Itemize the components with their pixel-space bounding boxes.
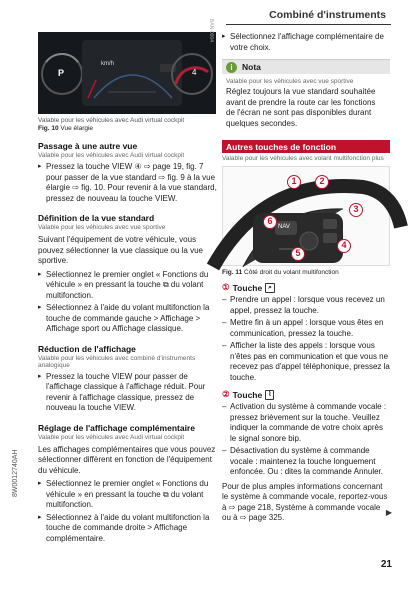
callout-1: 1 xyxy=(287,175,301,189)
callout-4: 4 xyxy=(337,239,351,253)
section-applies-to: Valable pour les véhicules avec Audi virtual cockpit xyxy=(38,152,185,159)
section-title-standard-view: Définition de la vue standard xyxy=(38,213,155,223)
steering-wheel-illustration xyxy=(223,167,391,267)
figure-ref-code: BAN-0004 xyxy=(208,18,214,42)
nav-button-label: NAV xyxy=(278,224,290,230)
gauge-value: 4 xyxy=(192,68,197,77)
section-applies-to: Valable pour les véhicules avec volant multifonction plus xyxy=(222,155,384,162)
list-item: – Afficher la liste des appels : lorsque vous n'êtes pas en communication et que vous ne recevez pas d'appel téléphonique, pressez la touche. xyxy=(222,341,390,383)
figure-10-cockpit xyxy=(38,18,216,114)
list-item: ▸ Pressez la touche VIEW ④ ⇨ page 19, fig. 7 pour passer de la vue standard ⇨ fig. 9 à la vue élargie ⇨ fig. 10. Pour revenir à la vue standard, pressez de nouveau la touche VIEW. xyxy=(38,162,218,204)
item-1-number: ① xyxy=(222,282,230,292)
section-bar: Autres touches de fonction xyxy=(222,140,390,153)
figure-10-number: Fig. 10 xyxy=(38,125,59,132)
section-applies-to: Valable pour les véhicules avec combiné d'instruments analogique xyxy=(38,354,196,369)
callout-5: 5 xyxy=(291,247,305,261)
bullet-list xyxy=(38,162,218,204)
figure-11-title: Côté droit du volant multifonction xyxy=(244,269,339,276)
list-item: – Désactivation du système à commande vocale : maintenez la touche longuement enfoncée. Ou : dites la commande Annuler. xyxy=(222,446,390,478)
section-applies-to: Valable pour les véhicules avec Audi virtual cockpit xyxy=(38,433,185,441)
callout-3: 3 xyxy=(349,203,363,217)
list-item: ▸ Sélectionnez à l'aide du volant multifonction la touche de commande gauche > Affichage > Affichage sport ou Affichage classique. xyxy=(38,303,218,335)
list-item: – Activation du système à commande vocale : pressez brièvement sur la touche. Veuillez indiquer la commande de votre choix après le signal sonore bip. xyxy=(222,402,390,444)
document-code: 8W0012740AH xyxy=(12,449,19,497)
figure-10-caption xyxy=(38,125,218,132)
list-item: ▸ Sélectionnez le premier onglet « Fonctions du véhicule » en pressant la touche ⧉ du volant multifonction. xyxy=(38,270,218,302)
section-title-reduce-display: Réduction de l'affichage xyxy=(38,343,136,354)
speed-unit: km/h xyxy=(101,61,115,67)
note-header xyxy=(222,60,390,74)
figure-10-applies-to: Valable pour les véhicules avec Audi virtual cockpit xyxy=(38,117,185,124)
left-column xyxy=(38,18,218,546)
note-title: Nota xyxy=(242,62,261,72)
info-icon: i xyxy=(226,62,237,73)
bullet-list xyxy=(38,270,218,335)
list-item: – Prendre un appel : lorsque vous recevez un appel, pressez la touche. xyxy=(222,295,390,316)
item-2-number: ② xyxy=(222,389,230,399)
figure-11-steering-wheel xyxy=(222,166,390,266)
gear-indicator: P xyxy=(58,68,65,78)
right-column xyxy=(222,32,390,524)
phone-key-icon: ⌕ xyxy=(265,283,275,293)
section-title-additional-display: Réglage de l'affichage complémentaire xyxy=(38,422,195,433)
figure-10-title: Vue élargie xyxy=(60,125,94,132)
bullet-list xyxy=(38,479,218,544)
list-item: ▸ Sélectionnez le premier onglet « Fonctions du véhicule » en pressant la touche ⧉ du volant multifonction. xyxy=(38,479,218,511)
page-title: Combiné d'instruments xyxy=(269,9,386,21)
closing-paragraph: Pour de plus amples informations concernant le système à commande vocale, reportez-vous à ⇨ page 218, Système à commande vocale ou à ⇨ page 325. xyxy=(222,481,388,522)
item-1-heading xyxy=(222,282,390,293)
note-body xyxy=(222,74,390,132)
voice-key-icon: ⌇ xyxy=(265,390,274,400)
section-title-switch-view: Passage à une autre vue xyxy=(38,141,138,151)
item-1-label: Touche xyxy=(232,282,263,293)
section-paragraph: Suivant l'équipement de votre véhicule, vous pouvez sélectionner la vue classique ou la vue sportive. xyxy=(38,235,203,265)
callout-2: 2 xyxy=(315,175,329,189)
list-item: – Mettre fin à un appel : lorsque vous êtes en communication, pressez la touche. xyxy=(222,318,390,339)
list-item: ▸ Sélectionnez à l'aide du volant multifonction la touche de commande droite > Affichage complémentaire. xyxy=(38,513,218,545)
section-applies-to: Valable pour les véhicules avec vue sportive xyxy=(38,224,166,231)
figure-11-caption xyxy=(222,269,390,276)
bullet-list xyxy=(222,32,390,53)
next-page-arrow-icon: ▶ xyxy=(385,508,392,517)
callout-6: 6 xyxy=(263,215,277,229)
list-item: ▸ Pressez la touche VIEW pour passer de l'affichage classique à l'affichage réduit. Pour revenir à l'affichage classique, pressez de nouveau la touche VIEW. xyxy=(38,372,218,414)
note-applies-to: Valable pour les véhicules avec vue sportive xyxy=(226,78,354,85)
item-2-label: Touche xyxy=(232,389,263,400)
section-paragraph: Les affichages complémentaires que vous pouvez sélectionner diffèrent en fonction de l'équipement du véhicule. xyxy=(38,444,216,475)
header-rule xyxy=(226,24,391,25)
note-text: Réglez toujours la vue standard souhaitée avant de prendre la route car les fonctions de l'écran ne sont pas disponibles durant quelques secondes. xyxy=(226,87,376,128)
item-2-heading xyxy=(222,389,390,400)
bullet-list xyxy=(38,372,218,414)
note-box xyxy=(222,59,390,132)
cockpit-illustration xyxy=(38,32,216,114)
page-number: 21 xyxy=(380,559,392,570)
figure-11-number: Fig. 11 xyxy=(222,269,243,276)
list-item: ▸ Sélectionnez l'affichage complémentaire de votre choix. xyxy=(222,32,390,53)
